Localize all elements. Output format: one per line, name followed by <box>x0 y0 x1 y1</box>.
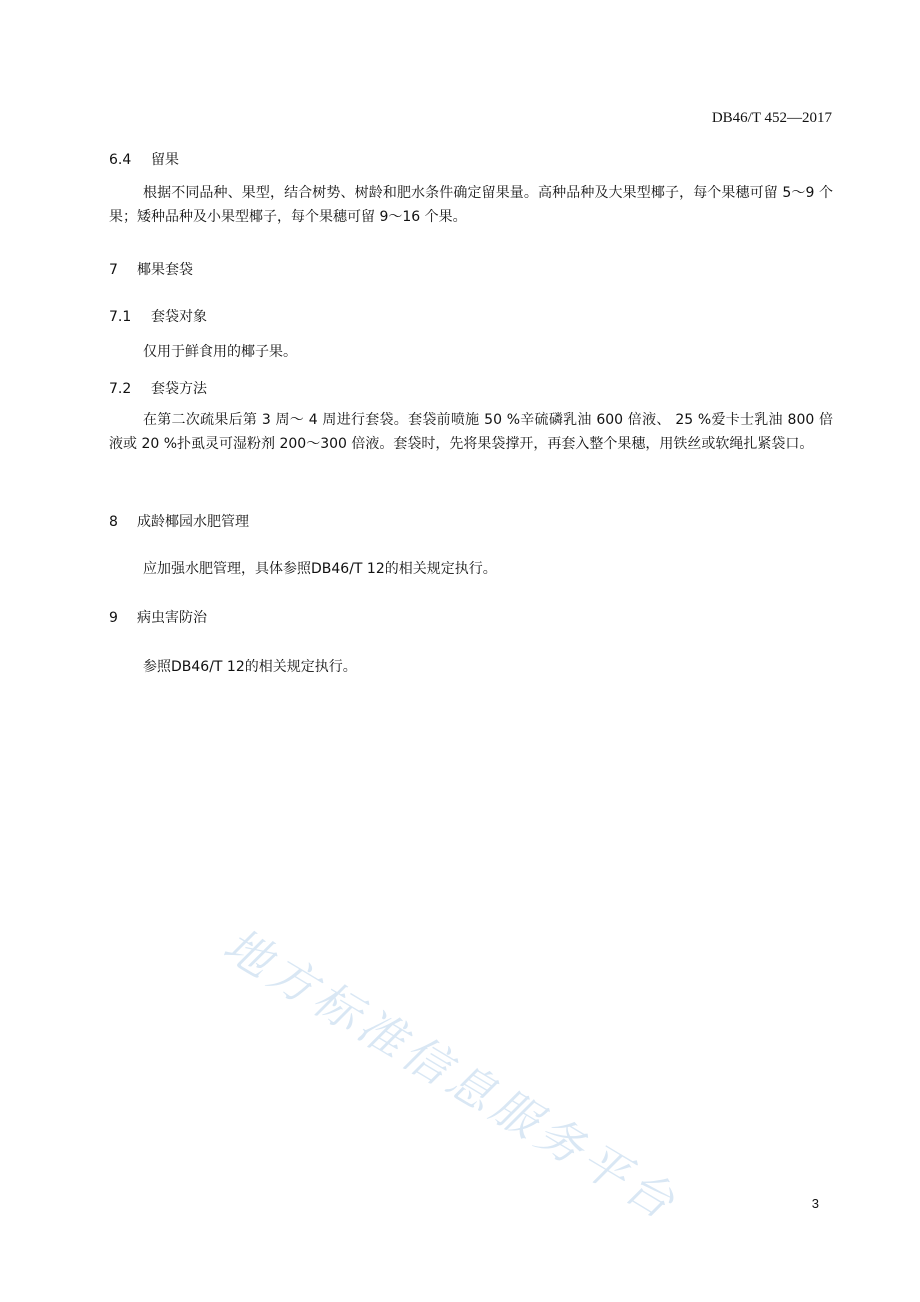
section-number: 8 <box>109 514 118 530</box>
section-number: 6.4 <box>109 152 132 168</box>
section-number: 7.1 <box>109 309 132 325</box>
section-heading-7-1 <box>109 306 207 326</box>
paragraph-7-1: 仅用于鲜食用的椰子果。 <box>143 344 297 360</box>
section-title: 套袋对象 <box>151 309 207 325</box>
section-heading-7-2 <box>109 378 207 398</box>
paragraph-8: 应加强水肥管理，具体参照DB46/T 12的相关规定执行。 <box>143 561 497 577</box>
section-title: 留果 <box>151 152 179 168</box>
section-title: 椰果套袋 <box>137 262 193 278</box>
standard-code: DB46/T 452—2017 <box>711 110 832 126</box>
section-title: 套袋方法 <box>151 381 207 397</box>
section-title: 成龄椰园水肥管理 <box>137 514 249 530</box>
section-heading-8 <box>109 511 249 531</box>
section-heading-9 <box>109 607 207 627</box>
section-number: 9 <box>109 610 118 626</box>
paragraph-6-4: 根据不同品种、果型，结合树势、树龄和肥水条件确定留果量。高种品种及大果型椰子，每个果穗可留 5～9 个果；矮种品种及小果型椰子，每个果穗可留 9～16 个果。 <box>109 185 833 225</box>
paragraph-7-2: 在第二次疏果后第 3 周～ 4 周进行套袋。套袋前喷施 50 %辛硫磷乳油 600 倍液、 25 %爱卡士乳油 800 倍液或 20 %扑虱灵可湿粉剂 200～300 倍液。套袋时，先将果袋撑开，再套入整个果穗，用铁丝或软绳扎紧袋口。 <box>109 412 833 452</box>
section-number: 7 <box>109 262 118 278</box>
section-heading-6-4 <box>109 149 179 169</box>
section-number: 7.2 <box>109 381 132 397</box>
paragraph-9: 参照DB46/T 12的相关规定执行。 <box>143 659 357 675</box>
section-heading-7 <box>109 259 193 279</box>
page-number: 3 <box>811 1196 819 1211</box>
section-title: 病虫害防治 <box>137 610 207 626</box>
watermark: 地方标准信息服务平台 <box>214 917 689 1232</box>
